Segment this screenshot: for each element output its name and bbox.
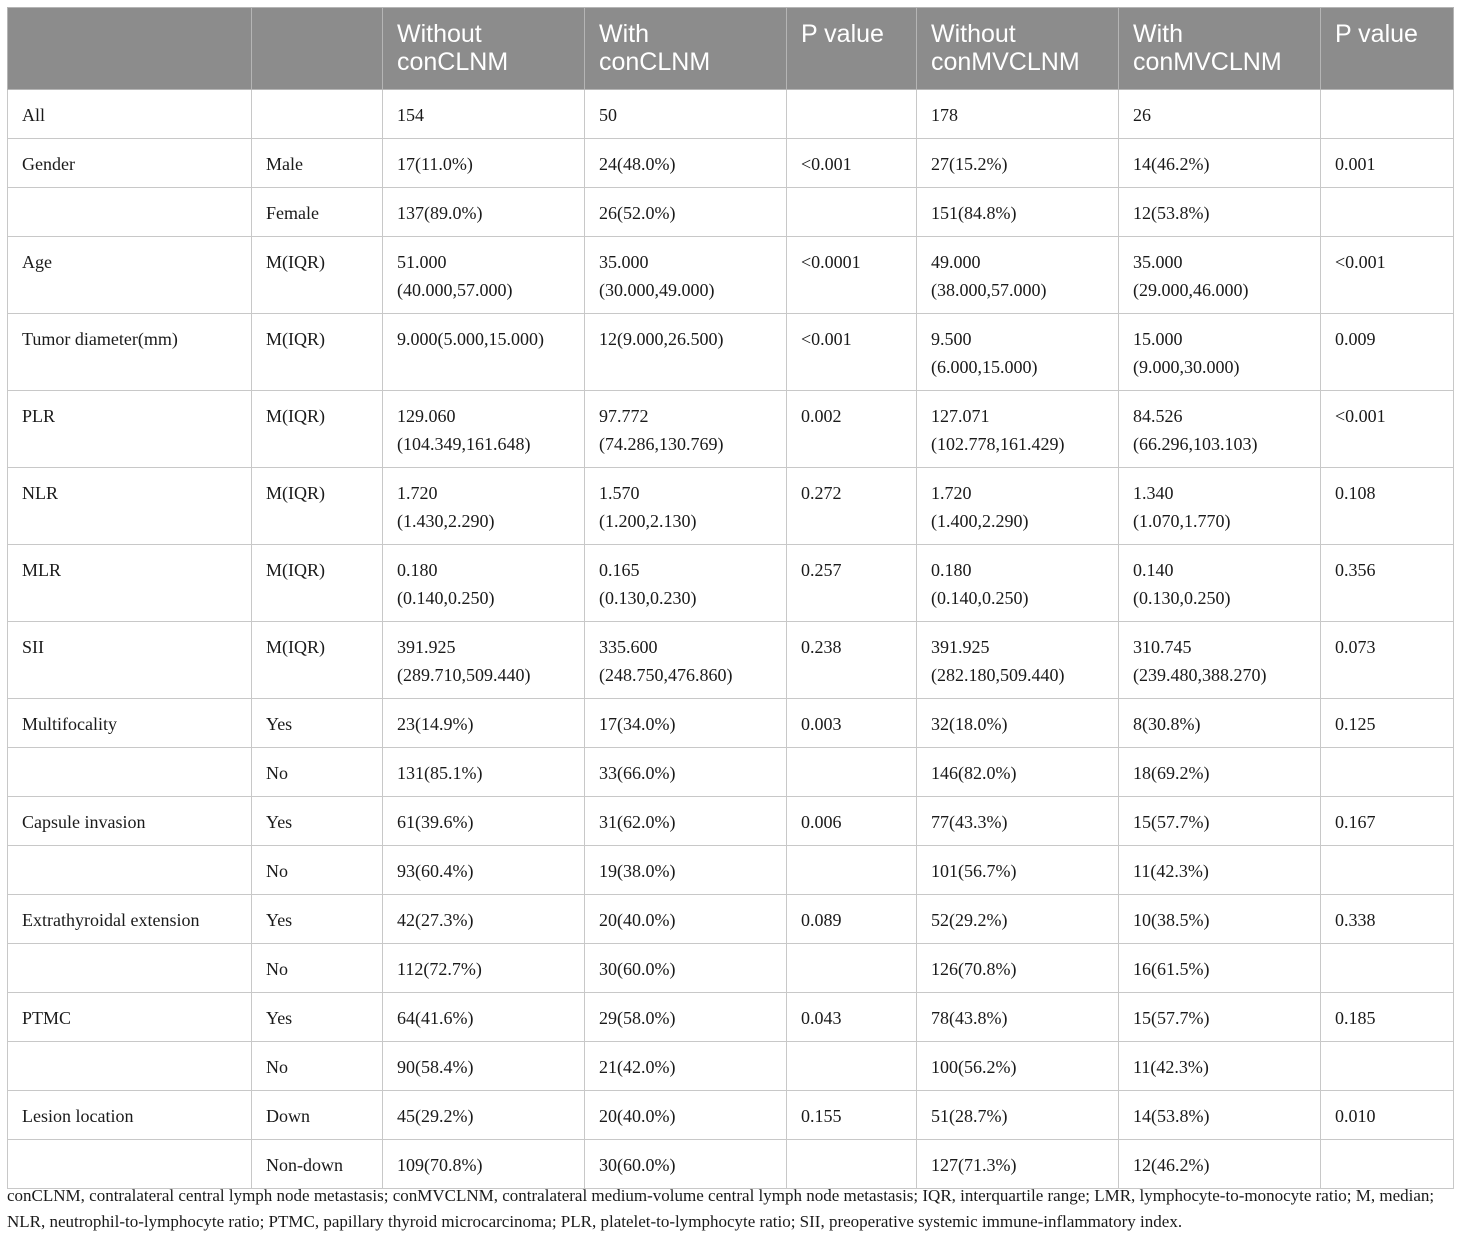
table-cell: 42(27.3%): [383, 895, 585, 944]
table-cell: 178: [917, 90, 1119, 139]
table-cell: 19(38.0%): [585, 846, 787, 895]
table-cell: 12(9.000,26.500): [585, 314, 787, 391]
table-cell: 0.108: [1321, 468, 1454, 545]
table-cell: 0.272: [787, 468, 917, 545]
table-cell: 8(30.8%): [1119, 699, 1321, 748]
row-variable-label: Capsule invasion: [8, 797, 252, 846]
table-cell: 131(85.1%): [383, 748, 585, 797]
row-variable-label: NLR: [8, 468, 252, 545]
table-cell: [1321, 90, 1454, 139]
table-row: [8, 1042, 1454, 1091]
row-variable-label: PTMC: [8, 993, 252, 1042]
table-cell: 0.010: [1321, 1091, 1454, 1140]
table-cell: 49.000 (38.000,57.000): [917, 237, 1119, 314]
table-cell: 0.180 (0.140,0.250): [383, 545, 585, 622]
row-category-label: Yes: [252, 797, 383, 846]
row-variable-label: Extrathyroidal extension: [8, 895, 252, 944]
table-cell: 129.060 (104.349,161.648): [383, 391, 585, 468]
column-header-5: Without conMVCLNM: [917, 8, 1119, 90]
table-cell: 64(41.6%): [383, 993, 585, 1042]
table-cell: 16(61.5%): [1119, 944, 1321, 993]
row-variable-label: All: [8, 90, 252, 139]
table-cell: 112(72.7%): [383, 944, 585, 993]
table-cell: <0.001: [787, 314, 917, 391]
table-cell: [1321, 1042, 1454, 1091]
table-cell: <0.0001: [787, 237, 917, 314]
table-cell: 9.500 (6.000,15.000): [917, 314, 1119, 391]
table-cell: 391.925 (289.710,509.440): [383, 622, 585, 699]
table-cell: [787, 944, 917, 993]
baseline-characteristics-table: [7, 7, 1454, 1189]
table-cell: 154: [383, 90, 585, 139]
table-cell: 26(52.0%): [585, 188, 787, 237]
table-cell: 0.356: [1321, 545, 1454, 622]
table-cell: 127(71.3%): [917, 1140, 1119, 1189]
column-header-1: [252, 8, 383, 90]
table-cell: 61(39.6%): [383, 797, 585, 846]
table-cell: 26: [1119, 90, 1321, 139]
table-cell: 51.000 (40.000,57.000): [383, 237, 585, 314]
column-header-4: P value: [787, 8, 917, 90]
table-cell: 0.185: [1321, 993, 1454, 1042]
table-row: [8, 237, 1454, 314]
table-cell: 17(34.0%): [585, 699, 787, 748]
row-category-label: M(IQR): [252, 237, 383, 314]
table-row: [8, 944, 1454, 993]
table-cell: 45(29.2%): [383, 1091, 585, 1140]
row-variable-label: [8, 944, 252, 993]
row-category-label: No: [252, 944, 383, 993]
table-cell: 15(57.7%): [1119, 993, 1321, 1042]
table-cell: 17(11.0%): [383, 139, 585, 188]
table-cell: 9.000(5.000,15.000): [383, 314, 585, 391]
row-category-label: Yes: [252, 895, 383, 944]
table-cell: 0.006: [787, 797, 917, 846]
row-variable-label: SII: [8, 622, 252, 699]
table-cell: 14(46.2%): [1119, 139, 1321, 188]
table-cell: [1321, 944, 1454, 993]
table-cell: 77(43.3%): [917, 797, 1119, 846]
table-cell: 12(46.2%): [1119, 1140, 1321, 1189]
table-cell: 0.073: [1321, 622, 1454, 699]
column-header-2: Without conCLNM: [383, 8, 585, 90]
table-cell: 0.155: [787, 1091, 917, 1140]
table-row: [8, 797, 1454, 846]
table-cell: 20(40.0%): [585, 895, 787, 944]
table-cell: [787, 748, 917, 797]
row-variable-label: [8, 188, 252, 237]
row-category-label: M(IQR): [252, 545, 383, 622]
table-cell: 0.165 (0.130,0.230): [585, 545, 787, 622]
table-row: [8, 545, 1454, 622]
row-category-label: Down: [252, 1091, 383, 1140]
table-cell: 0.003: [787, 699, 917, 748]
table-cell: 0.238: [787, 622, 917, 699]
column-header-3: With conCLNM: [585, 8, 787, 90]
row-variable-label: [8, 1042, 252, 1091]
table-cell: 11(42.3%): [1119, 846, 1321, 895]
table-cell: 0.009: [1321, 314, 1454, 391]
table-cell: 78(43.8%): [917, 993, 1119, 1042]
table-cell: 27(15.2%): [917, 139, 1119, 188]
table-cell: 10(38.5%): [1119, 895, 1321, 944]
row-variable-label: Age: [8, 237, 252, 314]
table-cell: 126(70.8%): [917, 944, 1119, 993]
table-cell: 391.925 (282.180,509.440): [917, 622, 1119, 699]
table-cell: 90(58.4%): [383, 1042, 585, 1091]
table-cell: 0.167: [1321, 797, 1454, 846]
table-cell: 51(28.7%): [917, 1091, 1119, 1140]
table-row: [8, 622, 1454, 699]
row-category-label: No: [252, 1042, 383, 1091]
table-cell: [787, 1140, 917, 1189]
table-row: [8, 139, 1454, 188]
row-category-label: No: [252, 748, 383, 797]
table-row: [8, 188, 1454, 237]
table-cell: 23(14.9%): [383, 699, 585, 748]
table-cell: [787, 846, 917, 895]
table-cell: 146(82.0%): [917, 748, 1119, 797]
table-row: [8, 846, 1454, 895]
column-header-6: With conMVCLNM: [1119, 8, 1321, 90]
table-cell: 50: [585, 90, 787, 139]
table-cell: 52(29.2%): [917, 895, 1119, 944]
table-cell: 30(60.0%): [585, 1140, 787, 1189]
table-cell: 11(42.3%): [1119, 1042, 1321, 1091]
table-row: [8, 748, 1454, 797]
table-cell: 15.000 (9.000,30.000): [1119, 314, 1321, 391]
table-cell: 21(42.0%): [585, 1042, 787, 1091]
table-row: [8, 391, 1454, 468]
table-cell: 14(53.8%): [1119, 1091, 1321, 1140]
table-cell: 127.071 (102.778,161.429): [917, 391, 1119, 468]
row-category-label: Non-down: [252, 1140, 383, 1189]
column-header-7: P value: [1321, 8, 1454, 90]
table-cell: 97.772 (74.286,130.769): [585, 391, 787, 468]
row-category-label: Yes: [252, 699, 383, 748]
table-cell: 29(58.0%): [585, 993, 787, 1042]
table-cell: 1.720 (1.430,2.290): [383, 468, 585, 545]
table-cell: <0.001: [1321, 237, 1454, 314]
table-cell: 35.000 (29.000,46.000): [1119, 237, 1321, 314]
row-category-label: M(IQR): [252, 391, 383, 468]
row-category-label: M(IQR): [252, 314, 383, 391]
row-variable-label: MLR: [8, 545, 252, 622]
table-cell: <0.001: [787, 139, 917, 188]
table-row: [8, 1140, 1454, 1189]
row-category-label: Yes: [252, 993, 383, 1042]
table-cell: 335.600 (248.750,476.860): [585, 622, 787, 699]
table-cell: 33(66.0%): [585, 748, 787, 797]
table-cell: 30(60.0%): [585, 944, 787, 993]
header-row: [8, 8, 1454, 90]
row-category-label: M(IQR): [252, 468, 383, 545]
table-cell: 1.720 (1.400,2.290): [917, 468, 1119, 545]
table-cell: [787, 90, 917, 139]
table-cell: 0.001: [1321, 139, 1454, 188]
table-cell: 12(53.8%): [1119, 188, 1321, 237]
table-cell: 32(18.0%): [917, 699, 1119, 748]
table-cell: 20(40.0%): [585, 1091, 787, 1140]
data-table-container: [7, 7, 1453, 1189]
table-cell: 0.180 (0.140,0.250): [917, 545, 1119, 622]
table-row: [8, 90, 1454, 139]
table-cell: 109(70.8%): [383, 1140, 585, 1189]
table-cell: [1321, 1140, 1454, 1189]
row-category-label: M(IQR): [252, 622, 383, 699]
table-row: [8, 993, 1454, 1042]
row-category-label: No: [252, 846, 383, 895]
row-variable-label: Tumor diameter(mm): [8, 314, 252, 391]
table-cell: 310.745 (239.480,388.270): [1119, 622, 1321, 699]
table-row: [8, 314, 1454, 391]
row-category-label: Male: [252, 139, 383, 188]
column-header-0: [8, 8, 252, 90]
row-category-label: Female: [252, 188, 383, 237]
table-cell: [1321, 188, 1454, 237]
table-cell: 0.140 (0.130,0.250): [1119, 545, 1321, 622]
table-header: [8, 8, 1454, 90]
table-cell: 0.338: [1321, 895, 1454, 944]
table-cell: 101(56.7%): [917, 846, 1119, 895]
table-cell: 35.000 (30.000,49.000): [585, 237, 787, 314]
table-row: [8, 468, 1454, 545]
table-cell: [787, 188, 917, 237]
table-cell: 151(84.8%): [917, 188, 1119, 237]
table-cell: 84.526 (66.296,103.103): [1119, 391, 1321, 468]
table-cell: 1.570 (1.200,2.130): [585, 468, 787, 545]
table-cell: 15(57.7%): [1119, 797, 1321, 846]
table-cell: 24(48.0%): [585, 139, 787, 188]
table-cell: 31(62.0%): [585, 797, 787, 846]
table-cell: 0.002: [787, 391, 917, 468]
row-variable-label: [8, 748, 252, 797]
row-variable-label: [8, 1140, 252, 1189]
table-cell: [1321, 748, 1454, 797]
table-cell: 137(89.0%): [383, 188, 585, 237]
table-cell: 0.089: [787, 895, 917, 944]
table-cell: [787, 1042, 917, 1091]
table-footnote: conCLNM, contralateral central lymph node metastasis; conMVCLNM, contralateral medium-volume central lymph node metastasis; IQR, interquartile range; LMR, lymphocyte-to-monocyte ratio; M, median; NLR, neutrophil-to-lymphocyte ratio; PTMC, papillary thyroid microcarcinoma; PLR, platelet-to-lymphocyte ratio; SII, preoperative systemic immune-inflammatory index.: [7, 1186, 1435, 1231]
table-cell: 18(69.2%): [1119, 748, 1321, 797]
table-row: [8, 895, 1454, 944]
table-body: [8, 90, 1454, 1189]
table-cell: <0.001: [1321, 391, 1454, 468]
row-variable-label: Multifocality: [8, 699, 252, 748]
row-variable-label: Lesion location: [8, 1091, 252, 1140]
table-cell: 0.043: [787, 993, 917, 1042]
table-cell: 1.340 (1.070,1.770): [1119, 468, 1321, 545]
table-cell: 0.125: [1321, 699, 1454, 748]
table-cell: [1321, 846, 1454, 895]
table-cell: 0.257: [787, 545, 917, 622]
table-row: [8, 1091, 1454, 1140]
row-variable-label: Gender: [8, 139, 252, 188]
table-cell: 93(60.4%): [383, 846, 585, 895]
row-category-label: [252, 90, 383, 139]
row-variable-label: [8, 846, 252, 895]
table-row: [8, 699, 1454, 748]
table-cell: 100(56.2%): [917, 1042, 1119, 1091]
row-variable-label: PLR: [8, 391, 252, 468]
